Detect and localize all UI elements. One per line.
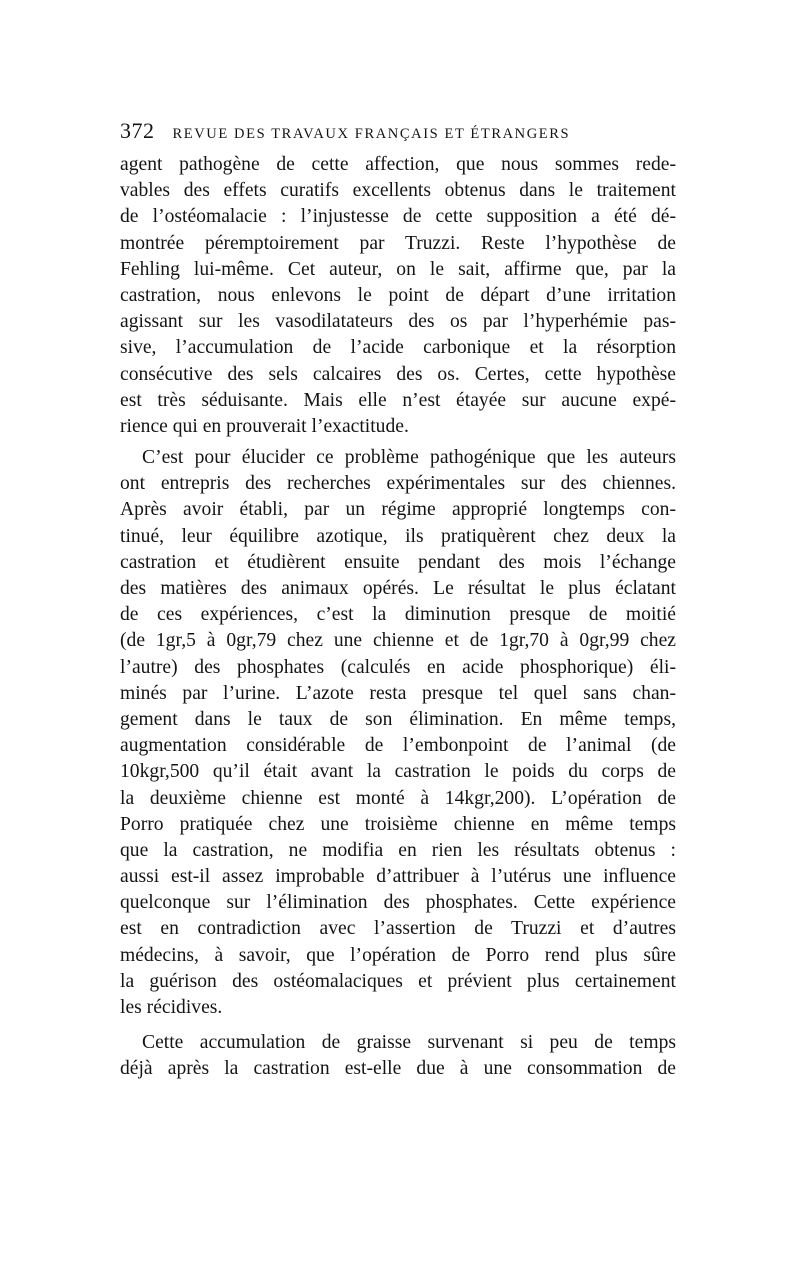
text-line: que la castration, ne modifia en rien les résultats obtenus : — [120, 839, 676, 861]
text-line: augmentation considérable de l’embonpoint de l’animal (de — [120, 735, 676, 757]
text-line: castration, nous enlevons le point de départ d’une irritation — [120, 284, 676, 306]
text-line: agissant sur les vasodilatateurs des os par l’hyperhémie pas- — [120, 311, 676, 333]
paragraph-1 — [120, 152, 676, 440]
text-line: l’autre) des phosphates (calculés en acide phosphorique) éli- — [120, 656, 676, 678]
text-line: Cette accumulation de graisse survenant si peu de temps — [142, 1032, 676, 1054]
text-line: montrée péremptoirement par Truzzi. Reste l’hypothèse de — [120, 232, 676, 254]
text-line: vables des effets curatifs excellents obtenus dans le traitement — [120, 180, 676, 202]
paragraph-3 — [120, 1030, 676, 1082]
text-line: de ces expériences, c’est la diminution presque de moitié — [120, 604, 676, 626]
text-line: la deuxième chienne est monté à 14kgr,200). L’opération de — [120, 787, 676, 809]
text-line: gement dans le taux de son élimination. En même temps, — [120, 708, 676, 730]
text-line: Après avoir établi, par un régime approprié longtemps con- — [120, 499, 676, 521]
text-line: Fehling lui-même. Cet auteur, on le sait, affirme que, par la — [120, 258, 676, 280]
text-line: est en contradiction avec l’assertion de Truzzi et d’autres — [120, 918, 676, 940]
text-line: des matières des animaux opérés. Le résultat le plus éclatant — [120, 578, 676, 599]
text-line: rience qui en prouverait l’exactitude. — [120, 415, 409, 437]
text-line: déjà après la castration est-elle due à une consommation de — [120, 1058, 676, 1080]
body-text — [120, 152, 676, 1083]
text-line: médecins, à savoir, que l’opération de Porro rend plus sûre — [120, 944, 676, 966]
text-line: agent pathogène de cette affection, que nous sommes rede- — [120, 154, 676, 175]
text-line: C’est pour élucider ce problème pathogénique que les auteurs — [142, 447, 676, 469]
text-line: la guérison des ostéomalaciques et prévient plus certainement — [120, 970, 676, 992]
text-line: quelconque sur l’élimination des phosphates. Cette expérience — [120, 892, 676, 914]
text-line: castration et étudièrent ensuite pendant des mois l’échange — [120, 551, 676, 573]
text-line: (de 1gr,5 à 0gr,79 chez une chienne et de 1gr,70 à 0gr,99 chez — [120, 630, 676, 652]
text-line: de l’ostéomalacie : l’injustesse de cette supposition a été dé- — [120, 206, 676, 228]
text-line: les récidives. — [120, 997, 223, 1018]
running-head — [120, 118, 680, 148]
text-line: est très séduisante. Mais elle n’est étayée sur aucune expé- — [120, 389, 676, 411]
text-line: ont entrepris des recherches expérimentales sur des chiennes. — [120, 473, 676, 495]
paragraph-2 — [120, 445, 676, 1021]
text-line: Porro pratiquée chez une troisième chienne en même temps — [120, 813, 676, 835]
journal-title: REVUE DES TRAVAUX FRANÇAIS ET ÉTRANGERS — [172, 126, 571, 142]
text-line: consécutive des sels calcaires des os. Certes, cette hypothèse — [120, 363, 676, 385]
text-line: 10kgr,500 qu’il était avant la castration le poids du corps de — [120, 761, 676, 783]
text-line: sive, l’accumulation de l’acide carbonique et la résorption — [120, 337, 676, 359]
text-line: minés par l’urine. L’azote resta presque tel quel sans chan- — [120, 682, 676, 704]
text-line: aussi est-il assez improbable d’attribuer à l’utérus une influence — [120, 866, 676, 888]
text-line: tinué, leur équilibre azotique, ils pratiquèrent chez deux la — [120, 525, 676, 547]
page-number: 372 — [120, 118, 155, 143]
